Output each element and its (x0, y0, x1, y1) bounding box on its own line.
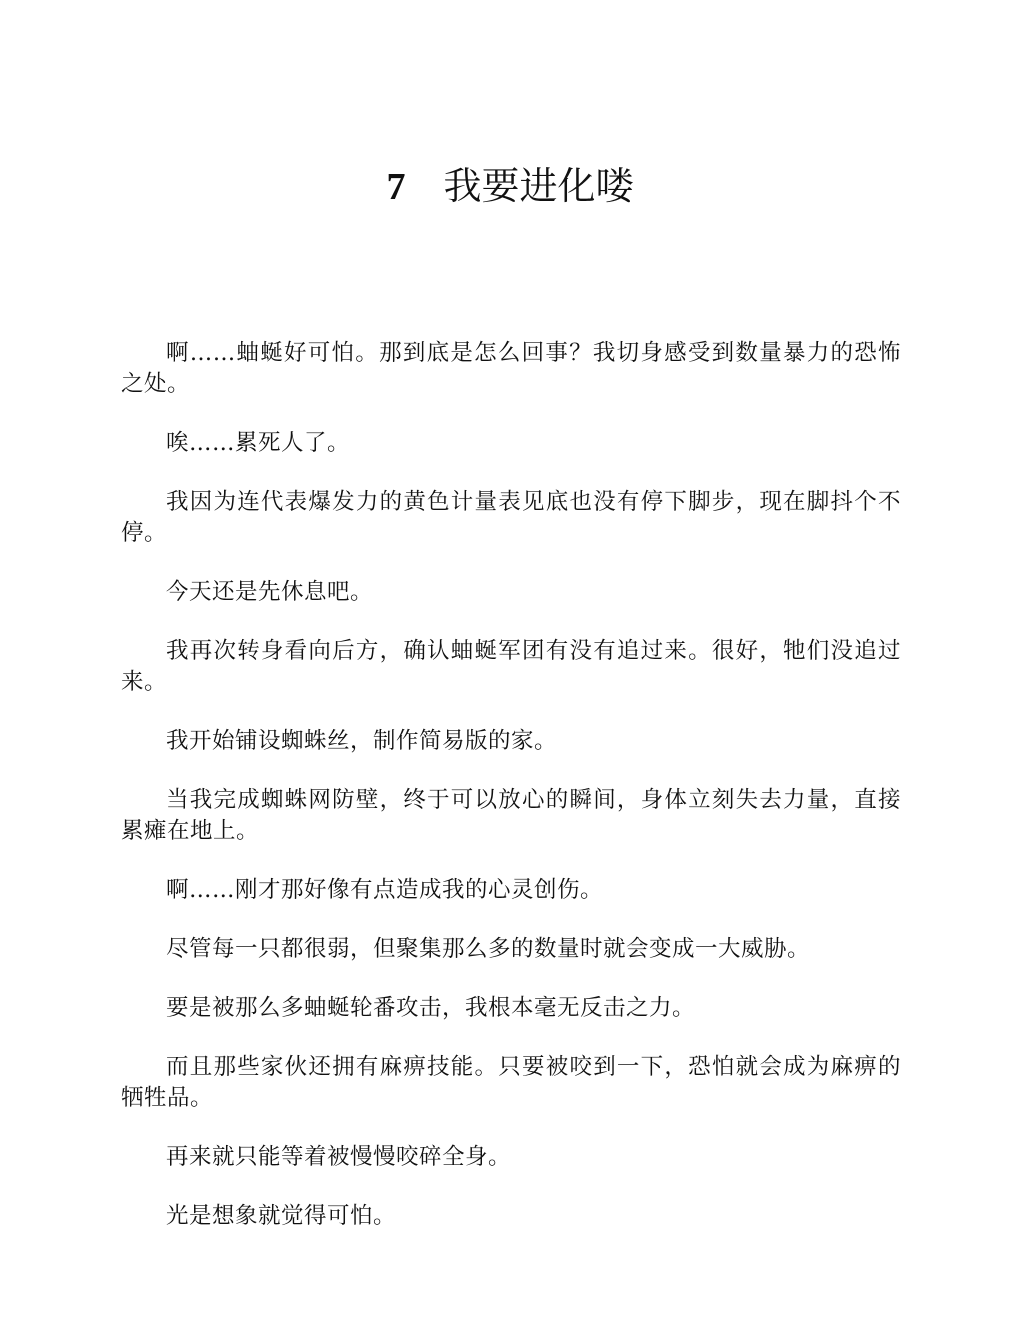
paragraph: 再来就只能等着被慢慢咬碎全身。 (166, 1144, 512, 1170)
paragraph: 我因为连代表爆发力的黄色计量表见底也没有停下脚步，现在脚抖个不停。 (121, 489, 901, 546)
paragraph: 当我完成蜘蛛网防壁，终于可以放心的瞬间，身体立刻失去力量，直接累瘫在地上。 (121, 787, 901, 844)
paragraph: 啊……刚才那好像有点造成我的心灵创伤。 (166, 877, 604, 903)
paragraph: 今天还是先休息吧。 (166, 579, 374, 605)
paragraph: 要是被那么多蚰蜒轮番攻击，我根本毫无反击之力。 (166, 995, 696, 1021)
paragraph: 我再次转身看向后方，确认蚰蜒军团有没有追过来。很好，牠们没追过来。 (121, 638, 901, 695)
paragraph: 啊……蚰蜒好可怕。那到底是怎么回事？我切身感受到数量暴力的恐怖之处。 (121, 340, 901, 397)
paragraph: 光是想象就觉得可怕。 (166, 1203, 397, 1229)
paragraph: 而且那些家伙还拥有麻痹技能。只要被咬到一下，恐怕就会成为麻痹的牺牲品。 (121, 1054, 901, 1111)
paragraph: 我开始铺设蜘蛛丝，制作简易版的家。 (166, 728, 558, 754)
chapter-number: 7 (386, 166, 406, 208)
chapter-title: 我要进化喽 (443, 164, 634, 208)
chapter-body (121, 338, 901, 1260)
paragraph: 尽管每一只都很弱，但聚集那么多的数量时就会变成一大威胁。 (166, 936, 811, 962)
chapter-heading (0, 160, 1020, 213)
paragraph: 唉……累死人了。 (166, 430, 351, 456)
